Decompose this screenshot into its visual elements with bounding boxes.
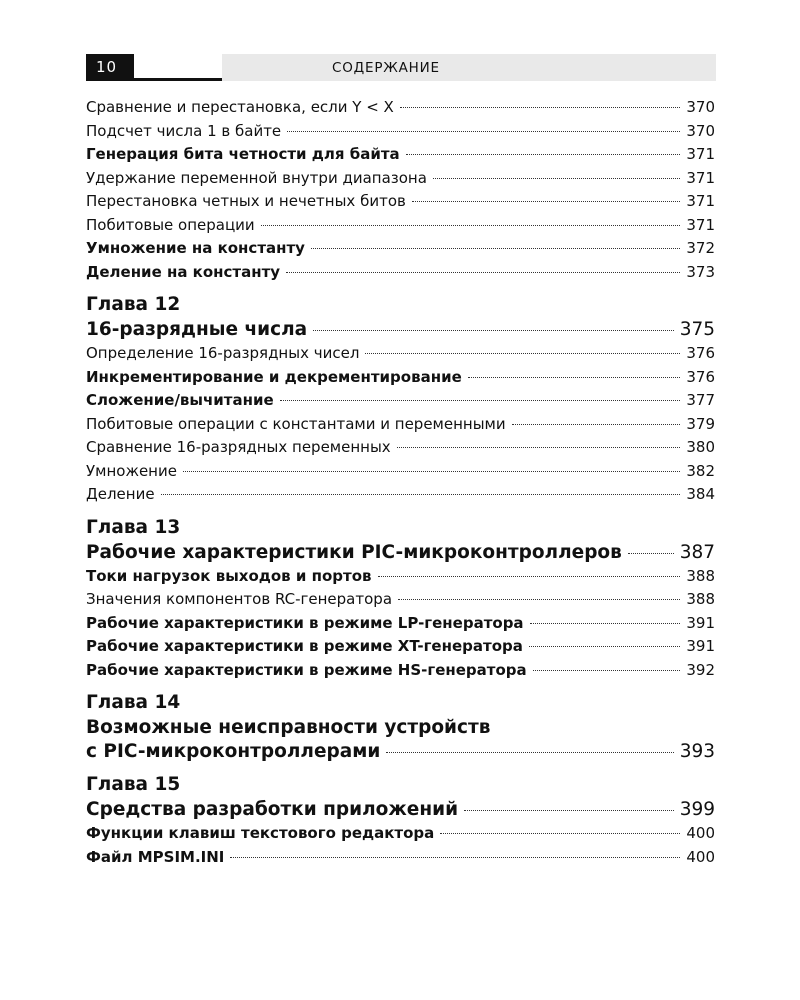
toc-entry bbox=[86, 214, 715, 238]
toc-entry-title: Умножение bbox=[86, 461, 177, 480]
dot-leader bbox=[533, 670, 681, 671]
toc-entry bbox=[86, 822, 715, 846]
toc-entry-page: 370 bbox=[686, 98, 715, 116]
chapter-13-title-row bbox=[86, 541, 715, 565]
dot-leader bbox=[386, 752, 673, 753]
toc-entry-page: 371 bbox=[686, 168, 715, 187]
toc-entry-title: Токи нагрузок выходов и портов bbox=[86, 566, 372, 585]
toc-entry bbox=[86, 483, 715, 507]
toc-entry-page: 382 bbox=[686, 461, 715, 480]
toc-entry-page: 376 bbox=[686, 344, 715, 362]
chapter-14-title-line1: Возможные неисправности устройств bbox=[86, 717, 491, 738]
dot-leader bbox=[468, 377, 681, 378]
toc-entry-page: 373 bbox=[686, 262, 715, 281]
chapter-15-title-row bbox=[86, 798, 715, 822]
toc-entry-title: Рабочие характеристики в режиме HS-генератора bbox=[86, 660, 527, 679]
dot-leader bbox=[397, 447, 681, 448]
chapter-page: 375 bbox=[679, 319, 715, 340]
toc-entry-title: Сравнение 16-разрядных переменных bbox=[86, 438, 391, 456]
chapter-title: с PIC-микроконтроллерами bbox=[86, 741, 381, 762]
toc-entry bbox=[86, 413, 715, 437]
dot-leader bbox=[365, 353, 680, 354]
toc-entry bbox=[86, 612, 715, 636]
chapter-page: 399 bbox=[679, 799, 715, 820]
toc-entry-title: Инкрементирование и декрементирование bbox=[86, 367, 462, 386]
toc-entry-title: Удержание переменной внутри диапазона bbox=[86, 168, 427, 187]
dot-leader bbox=[183, 471, 680, 472]
toc-entry-page: 380 bbox=[686, 438, 715, 456]
toc-entry bbox=[86, 659, 715, 683]
dot-leader bbox=[280, 400, 681, 401]
chapter-page: 387 bbox=[679, 541, 715, 563]
dot-leader bbox=[286, 272, 680, 273]
toc-entry bbox=[86, 237, 715, 261]
dot-leader bbox=[311, 248, 680, 249]
dot-leader bbox=[628, 553, 674, 554]
running-header bbox=[86, 54, 716, 81]
toc-entry-page: 388 bbox=[686, 566, 715, 585]
dot-leader bbox=[464, 810, 674, 811]
dot-leader bbox=[287, 131, 680, 132]
toc-entry-title: Функции клавиш текстового редактора bbox=[86, 824, 435, 842]
toc-entry-page: 371 bbox=[686, 192, 715, 210]
toc-entry-page: 391 bbox=[686, 613, 715, 632]
dot-leader bbox=[530, 623, 681, 624]
toc-entry bbox=[86, 460, 715, 484]
chapter-page: 393 bbox=[679, 741, 715, 762]
toc-entry-page: 377 bbox=[686, 391, 715, 409]
dot-leader bbox=[378, 576, 681, 577]
toc-entry-page: 371 bbox=[686, 145, 715, 163]
toc-entry bbox=[86, 342, 715, 366]
toc-entry-page: 372 bbox=[686, 239, 715, 257]
toc-entry bbox=[86, 436, 715, 460]
toc-entry-page: 392 bbox=[686, 660, 715, 679]
dot-leader bbox=[230, 857, 680, 858]
header-rule bbox=[134, 78, 222, 81]
dot-leader bbox=[433, 178, 680, 179]
toc-entry bbox=[86, 846, 715, 870]
toc-entry-page: 370 bbox=[686, 121, 715, 140]
dot-leader bbox=[261, 225, 681, 226]
toc-entry-page: 384 bbox=[686, 485, 715, 503]
chapter-12-title-row bbox=[86, 318, 715, 342]
toc-entry bbox=[86, 565, 715, 589]
header-band bbox=[222, 54, 716, 81]
toc-entry-title: Деление bbox=[86, 485, 155, 503]
toc-entry-title: Перестановка четных и нечетных битов bbox=[86, 192, 406, 210]
dot-leader bbox=[161, 494, 681, 495]
toc-entry-title: Побитовые операции с константами и переменными bbox=[86, 414, 506, 433]
chapter-title: Рабочие характеристики PIC-микроконтроллеров bbox=[86, 541, 622, 563]
toc-entry-page: 379 bbox=[686, 414, 715, 433]
toc-entry bbox=[86, 588, 715, 612]
toc-entry-title: Подсчет числа 1 в байте bbox=[86, 121, 282, 140]
toc-entry bbox=[86, 261, 715, 285]
chapter-12-label: Глава 12 bbox=[86, 294, 181, 315]
toc-entry-title: Умножение на константу bbox=[86, 239, 305, 257]
toc-entry-page: 400 bbox=[686, 847, 715, 866]
toc-entry-title: Генерация бита четности для байта bbox=[86, 145, 400, 163]
toc-entry-page: 400 bbox=[686, 824, 715, 842]
dot-leader bbox=[440, 833, 680, 834]
toc-entry-page: 376 bbox=[686, 367, 715, 386]
toc-entry-title: Файл MPSIM.INI bbox=[86, 847, 225, 866]
dot-leader bbox=[412, 201, 681, 202]
chapter-title: Средства разработки приложений bbox=[86, 799, 459, 820]
toc-entry-title: Рабочие характеристики в режиме XT-генератора bbox=[86, 637, 523, 655]
header-title: СОДЕРЖАНИЕ bbox=[332, 60, 440, 76]
toc-entry-page: 371 bbox=[686, 215, 715, 234]
dot-leader bbox=[398, 599, 680, 600]
page-number: 10 bbox=[86, 54, 134, 81]
dot-leader bbox=[406, 154, 681, 155]
toc-entry bbox=[86, 190, 715, 214]
toc-entry-page: 391 bbox=[686, 637, 715, 655]
chapter-15-label: Глава 15 bbox=[86, 774, 181, 795]
toc-entry-page: 388 bbox=[686, 590, 715, 608]
dot-leader bbox=[313, 330, 674, 331]
chapter-title: 16-разрядные числа bbox=[86, 319, 308, 340]
toc-entry-title: Деление на константу bbox=[86, 262, 281, 281]
dot-leader bbox=[512, 424, 681, 425]
toc-entry bbox=[86, 96, 715, 120]
toc-entry-title: Сложение/вычитание bbox=[86, 391, 274, 409]
toc-entry bbox=[86, 167, 715, 191]
toc-entry-title: Сравнение и перестановка, если Y < X bbox=[86, 98, 394, 116]
toc-entry bbox=[86, 120, 715, 144]
toc-entry-title: Определение 16-разрядных чисел bbox=[86, 344, 360, 362]
toc-entry-title: Побитовые операции bbox=[86, 215, 255, 234]
toc-entry bbox=[86, 635, 715, 659]
toc-entry bbox=[86, 389, 715, 413]
toc-entry bbox=[86, 366, 715, 390]
toc-entry bbox=[86, 143, 715, 167]
dot-leader bbox=[529, 646, 680, 647]
toc-entry-title: Рабочие характеристики в режиме LP-генератора bbox=[86, 613, 524, 632]
chapter-13-label: Глава 13 bbox=[86, 516, 181, 538]
chapter-14-title-row bbox=[86, 740, 715, 764]
toc-entry-title: Значения компонентов RC-генератора bbox=[86, 590, 393, 608]
dot-leader bbox=[400, 107, 681, 108]
table-of-contents bbox=[86, 96, 715, 869]
chapter-14-label: Глава 14 bbox=[86, 692, 181, 713]
